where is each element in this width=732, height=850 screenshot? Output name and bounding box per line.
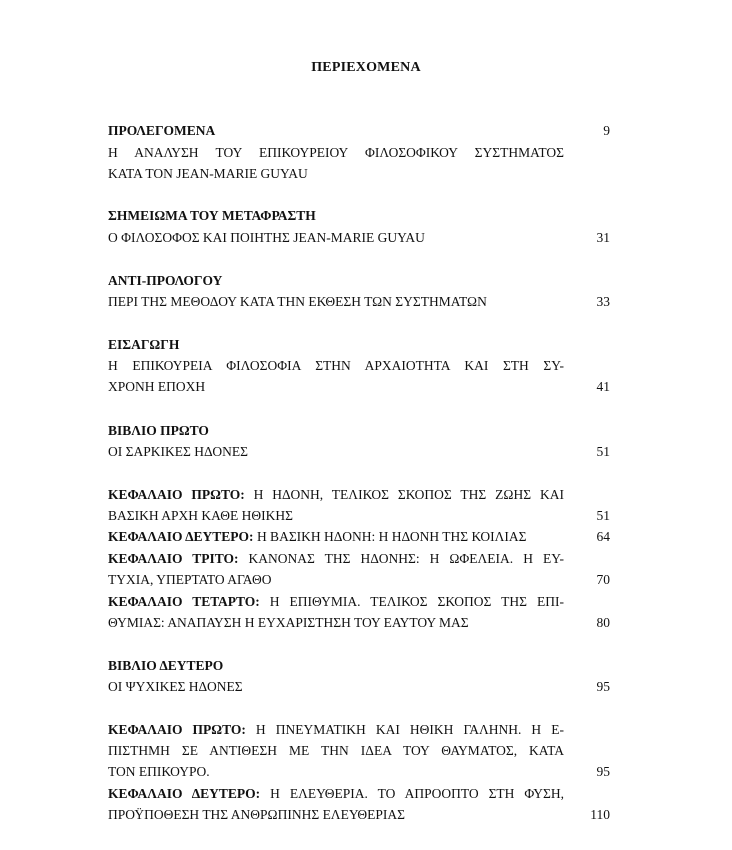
page-number: 31: [596, 230, 610, 245]
page-number: 51: [596, 508, 610, 523]
section-subtitle: ΟΙ ΣΑΡΚΙΚΕΣ ΗΔΟΝΕΣ: [108, 444, 248, 459]
chapter-entry-continued: ΠΡΟΫΠΟΘΕΣΗ ΤΗΣ ΑΝΘΡΩΠΙΝΗΣ ΕΛΕΥΘΕΡΙΑΣ: [108, 807, 405, 822]
chapter-label: ΚΕΦΑΛΑΙΟ ΤΕΤΑΡΤΟ:: [108, 594, 260, 609]
section-subtitle: Ο ΦΙΛΟΣΟΦΟΣ ΚΑΙ ΠΟΙΗΤΗΣ JEAN-MARIE GUYAU: [108, 230, 425, 245]
section-subtitle: ΧΡΟΝΗ ΕΠΟΧΗ: [108, 379, 206, 394]
page-number: 110: [590, 807, 610, 822]
chapter-label: ΚΕΦΑΛΑΙΟ ΠΡΩΤΟ:: [108, 487, 245, 502]
chapter-label: ΚΕΦΑΛΑΙΟ ΤΡΙΤΟ:: [108, 551, 239, 566]
chapter-label: ΚΕΦΑΛΑΙΟ ΠΡΩΤΟ:: [108, 722, 246, 737]
chapter-entry-continued: ΒΑΣΙΚΗ ΑΡΧΗ ΚΑΘΕ ΗΘΙΚΗΣ: [108, 508, 294, 523]
section-heading: ΑΝΤΙ-ΠΡΟΛΟΓΟΥ: [108, 273, 223, 288]
chapter-entry-continued: ΠΙΣΤΗΜΗ ΣΕ ΑΝΤΙΘΕΣΗ ΜΕ ΤΗΝ ΙΔΕΑ ΤΟΥ ΘΑΥΜΑΤΟΣ, ΚΑΤΑ: [108, 743, 564, 758]
section-subtitle: Η ΕΠΙΚΟΥΡΕΙΑ ΦΙΛΟΣΟΦΙΑ ΣΤΗΝ ΑΡΧΑΙΟΤΗΤΑ ΚΑΙ ΣΤΗ ΣΥ-: [108, 358, 564, 373]
chapter-entry: ΚΕΦΑΛΑΙΟ ΔΕΥΤΕΡΟ: Η ΒΑΣΙΚΗ ΗΔΟΝΗ: Η ΗΔΟΝΗ ΤΗΣ ΚΟΙΛΙΑΣ: [108, 529, 527, 544]
section-subtitle: ΚΑΤΑ ΤΟΝ JEAN-MARIE GUYAU: [108, 166, 308, 181]
section-heading: ΣΗΜΕΙΩΜΑ ΤΟΥ ΜΕΤΑΦΡΑΣΤΗ: [108, 208, 316, 223]
chapter-entry: ΚΕΦΑΛΑΙΟ ΤΕΤΑΡΤΟ: Η ΕΠΙΘΥΜΙΑ. ΤΕΛΙΚΟΣ ΣΚΟΠΟΣ ΤΗΣ ΕΠΙ-: [108, 594, 565, 609]
chapter-entry-continued: ΘΥΜΙΑΣ: ΑΝΑΠΑΥΣΗ Η ΕΥΧΑΡΙΣΤΗΣΗ ΤΟΥ ΕΑΥΤΟΥ ΜΑΣ: [108, 615, 469, 630]
page-number: 70: [596, 572, 610, 587]
page-number: 51: [596, 444, 610, 459]
page-number: 41: [596, 379, 610, 394]
page-number: 95: [596, 764, 610, 779]
section-heading: ΠΡΟΛΕΓΟΜΕΝΑ: [108, 123, 216, 138]
page-number: 64: [596, 529, 610, 544]
chapter-entry: ΚΕΦΑΛΑΙΟ ΠΡΩΤΟ: Η ΠΝΕΥΜΑΤΙΚΗ ΚΑΙ ΗΘΙΚΗ ΓΑΛΗΝΗ. Η Ε-: [108, 722, 565, 737]
page-number: 80: [596, 615, 610, 630]
chapter-entry: ΚΕΦΑΛΑΙΟ ΤΡΙΤΟ: ΚΑΝΟΝΑΣ ΤΗΣ ΗΔΟΝΗΣ: Η ΩΦΕΛΕΙΑ. Η ΕΥ-: [108, 551, 564, 566]
chapter-label: ΚΕΦΑΛΑΙΟ ΔΕΥΤΕΡΟ:: [108, 786, 261, 801]
page-number: 9: [603, 123, 610, 138]
chapter-entry-continued: ΤΟΝ ΕΠΙΚΟΥΡΟ.: [108, 764, 210, 779]
page-number: 33: [596, 294, 610, 309]
chapter-entry: ΚΕΦΑΛΑΙΟ ΔΕΥΤΕΡΟ: Η ΕΛΕΥΘΕΡΙΑ. ΤΟ ΑΠΡΟΟΠΤΟ ΣΤΗ ΦΥΣΗ,: [108, 786, 564, 801]
chapter-entry-continued: ΤΥΧΙΑ, ΥΠΕΡΤΑΤΟ ΑΓΑΘΟ: [108, 572, 272, 587]
section-heading: ΒΙΒΛΙΟ ΠΡΩΤΟ: [108, 423, 209, 438]
page-number: 95: [596, 679, 610, 694]
section-heading: ΒΙΒΛΙΟ ΔΕΥΤΕΡΟ: [108, 658, 224, 673]
section-subtitle: Η ΑΝΑΛΥΣΗ ΤΟΥ ΕΠΙΚΟΥΡΕΙΟΥ ΦΙΛΟΣΟΦΙΚΟΥ ΣΥΣΤΗΜΑΤΟΣ: [108, 145, 564, 160]
chapter-entry: ΚΕΦΑΛΑΙΟ ΠΡΩΤΟ: Η ΗΔΟΝΗ, ΤΕΛΙΚΟΣ ΣΚΟΠΟΣ ΤΗΣ ΖΩΗΣ ΚΑΙ: [108, 487, 564, 502]
section-subtitle: ΠΕΡΙ ΤΗΣ ΜΕΘΟΔΟΥ ΚΑΤΑ ΤΗΝ ΕΚΘΕΣΗ ΤΩΝ ΣΥΣΤΗΜΑΤΩΝ: [108, 294, 487, 309]
section-heading: ΕΙΣΑΓΩΓΗ: [108, 337, 180, 352]
section-subtitle: ΟΙ ΨΥΧΙΚΕΣ ΗΔΟΝΕΣ: [108, 679, 243, 694]
chapter-label: ΚΕΦΑΛΑΙΟ ΔΕΥΤΕΡΟ:: [108, 529, 254, 544]
page-title: ΠΕΡΙΕΧΟΜΕΝΑ: [311, 60, 421, 75]
